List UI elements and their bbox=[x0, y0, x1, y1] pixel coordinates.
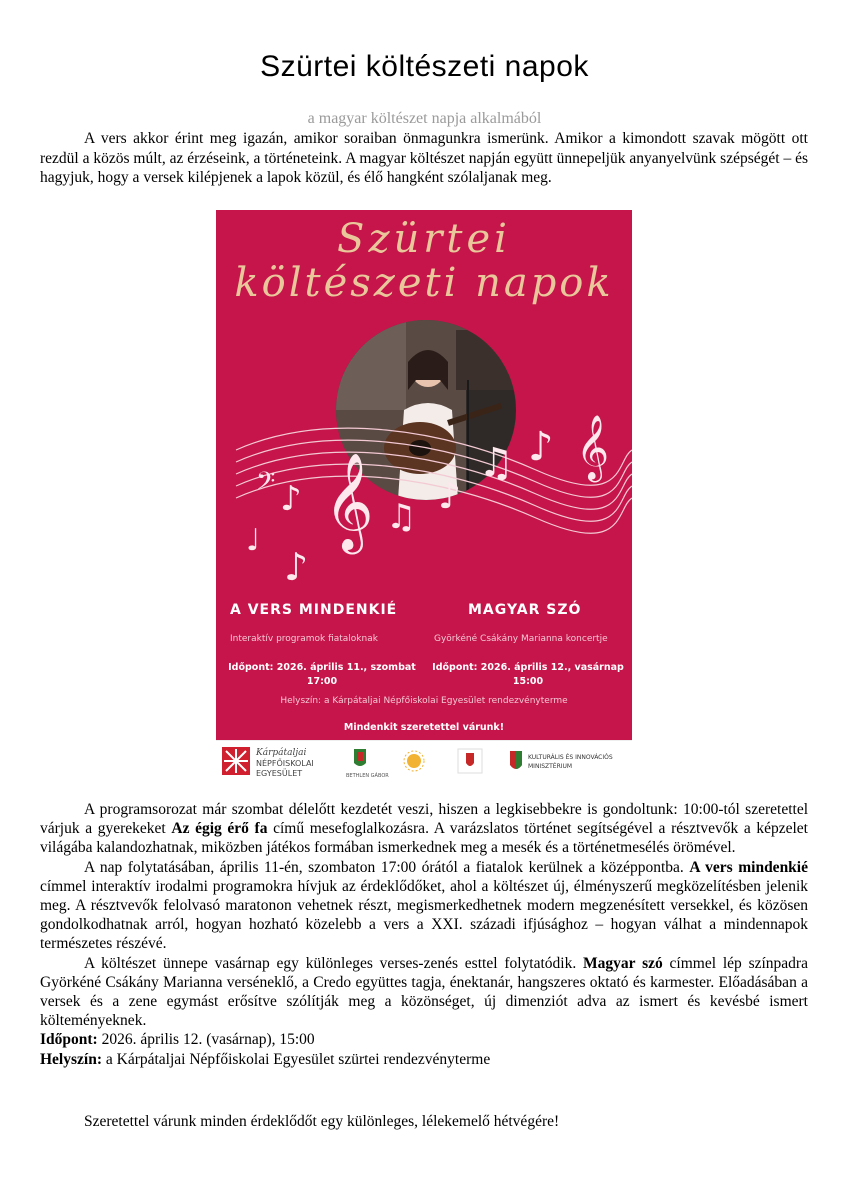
sun-logo bbox=[404, 751, 424, 771]
logo1-line1: Kárpátaljai bbox=[256, 748, 307, 758]
poster-right-date-line2: 15:00 bbox=[512, 676, 544, 687]
p1-text-a: A programsorozat már szombat délelőtt kezdetét veszi, hiszen a legkisebbekre is gondoltunk: 10:00-tól szeretettel várjuk a gyerekeket bbox=[40, 801, 808, 838]
poster-left-heading: A VERS MINDENKIÉ bbox=[230, 602, 398, 618]
intro-paragraph: A vers akkor érint meg igazán, amikor soraiban önmagunkra ismerünk. Amikor a kimondott szavak mögött ott rezdül a közös múlt, az érzéseink, a történeteink. A magyar költészet napján együtt ünnepeljük anyanyelvünk szépségét – és hagyjuk, hogy a versek kilépjenek a lapok közül, és élő hangként szólaljanak meg. bbox=[40, 130, 808, 186]
music-notes-decoration bbox=[216, 390, 632, 620]
poster-welcome: Mindenkit szeretettel várunk! bbox=[343, 722, 505, 733]
logo6-line2: MINISZTÉRIUM bbox=[528, 763, 573, 770]
poster-right-heading: MAGYAR SZÓ bbox=[468, 602, 582, 618]
bethlen-gabor-logo bbox=[346, 749, 389, 779]
logo2-text: BETHLEN GÁBOR bbox=[346, 773, 389, 779]
place-label: Helyszín: bbox=[40, 1050, 102, 1068]
svg-text:♪: ♪ bbox=[280, 479, 302, 519]
poster-title-line1: Szürtei bbox=[337, 216, 511, 262]
knie-logo bbox=[222, 747, 314, 778]
place-value: a Kárpátaljai Népfőiskolai Egyesület szürtei rendezvényterme bbox=[102, 1050, 491, 1068]
p2-text-b: címmel interaktív irodalmi programokra hívjuk az érdeklődőket, ahol a költészet új, élményszerű megközelítésben jelenik meg. A résztvevők felolvasó maratonon vehetnek részt, megismerkedhetnek modern megzenésített versekkel, és közösen gondolkodhatnak arról, hogyan hozható közelebb a vers a XXI. századi ifjúsághoz – hogyan válhat a mindennapok természetes részévé. bbox=[40, 877, 808, 953]
logo6-line1: KULTURÁLIS ÉS INNOVÁCIÓS bbox=[528, 754, 613, 761]
intro-section bbox=[40, 129, 808, 188]
event-place bbox=[40, 1050, 808, 1069]
svg-text:♫: ♫ bbox=[386, 497, 417, 537]
p3-text-a: A költészet ünnepe vasárnap egy különleges verses-zenés esttel folytatódik. bbox=[84, 954, 584, 972]
p3-text-b: címmel lép színpadra Györkéné Csákány Marianna verséneklő, a Credo együttes tagja, énektanár, hangszeres oktató és karmester. Előadásában a versek és a zene egymást erősítve szólítják meg a közönséget, új dimenziót adva az ismert és kevésbé ismert költeményeknek. bbox=[40, 954, 808, 1030]
body-paragraph-2 bbox=[40, 858, 808, 954]
sponsor-logos-strip bbox=[216, 740, 632, 781]
poster-left-date-line1: Időpont: 2026. április 11., szombat bbox=[228, 662, 416, 673]
sponsor-logos bbox=[216, 741, 632, 781]
svg-text:♪: ♪ bbox=[284, 545, 309, 589]
poster-left-date-line2: 17:00 bbox=[306, 676, 338, 687]
poster-left-date bbox=[224, 661, 420, 689]
logo1-line2: NÉPFŐISKOLAI bbox=[256, 759, 314, 768]
svg-text:♫: ♫ bbox=[478, 440, 514, 486]
logo1-line3: EGYESÜLET bbox=[256, 769, 303, 778]
time-value: 2026. április 12. (vasárnap), 15:00 bbox=[97, 1031, 315, 1049]
svg-text:𝄞: 𝄞 bbox=[324, 452, 374, 550]
svg-text:♪: ♪ bbox=[438, 476, 461, 517]
body-section bbox=[40, 800, 808, 1069]
poster-right-date-line1: Időpont: 2026. április 12., vasárnap bbox=[432, 662, 624, 673]
event-poster bbox=[216, 210, 632, 740]
poster-venue: Helyszín: a Kárpátaljai Népfőiskolai Egyesület rendezvényterme bbox=[280, 696, 568, 706]
p2-bold: A vers mindenkié bbox=[689, 858, 808, 876]
page-subtitle: a magyar költészet napja alkalmából bbox=[307, 110, 542, 127]
poster-title-line2: költészeti napok bbox=[234, 260, 614, 306]
page-title: Szürtei költészeti napok bbox=[260, 50, 589, 83]
p2-text-a: A nap folytatásában, április 11-én, szombaton 17:00 órától a fiatalok kerülnek a középpontba. bbox=[84, 858, 690, 876]
poster-right-date bbox=[428, 661, 628, 689]
poster-right-subtitle: Györkéné Csákány Marianna koncertje bbox=[434, 634, 608, 644]
crest-logo bbox=[458, 749, 482, 773]
ministry-logo bbox=[510, 751, 613, 770]
svg-text:𝄞: 𝄞 bbox=[576, 415, 610, 480]
svg-text:𝄢: 𝄢 bbox=[256, 467, 276, 502]
svg-text:♩: ♩ bbox=[246, 523, 261, 558]
event-time bbox=[40, 1030, 808, 1049]
svg-text:♪: ♪ bbox=[528, 424, 554, 470]
body-paragraph-3 bbox=[40, 954, 808, 1031]
p3-bold: Magyar szó bbox=[583, 954, 663, 972]
p1-text-b: című mesefoglalkozásra. A varázslatos történet segítségével a résztvevők a képzelet világába kalandozhatnak, miközben játékos formában ismerkednek meg a mesék és a történetmesélés örömével. bbox=[40, 820, 808, 857]
body-paragraph-1 bbox=[40, 800, 808, 858]
closing-sentence: Szeretettel várunk minden érdeklődőt egy különleges, lélekemelő hétvégére! bbox=[84, 1113, 560, 1130]
poster-left-subtitle: Interaktív programok fiataloknak bbox=[230, 634, 378, 644]
time-label: Időpont: bbox=[40, 1031, 98, 1049]
p1-bold: Az égig érő fa bbox=[171, 820, 268, 838]
